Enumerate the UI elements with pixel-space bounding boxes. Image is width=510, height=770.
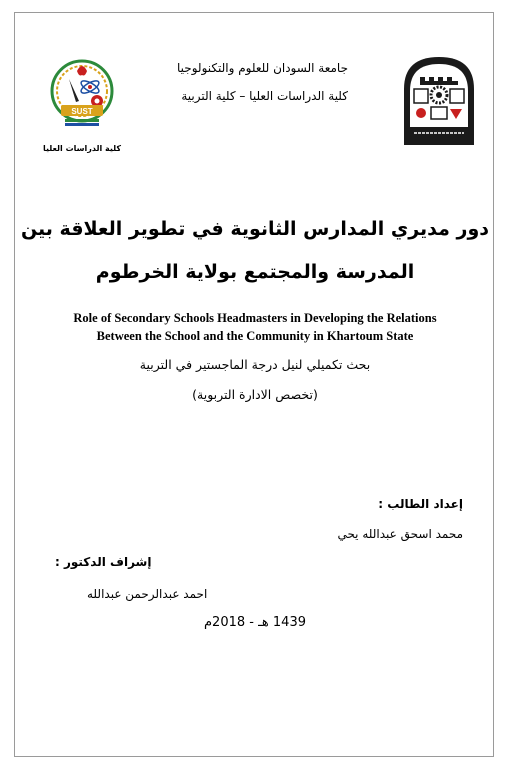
arabic-title-line-1: دور مديري المدارس الثانوية في تطوير العلاقة بين [20,218,490,240]
prepared-by-label: إعداد الطالب : [378,497,463,511]
university-crest-icon [398,53,480,153]
specialization: (تخصص الادارة التربوية) [192,387,318,402]
college-name: كلية الدراسات العليا – كلية التربية [181,89,348,103]
sust-label: SUST [71,107,93,116]
arabic-title-line-2: المدرسة والمجتمع بولاية الخرطوم [95,261,415,283]
student-name: محمد اسحق عبدالله يحي [337,527,463,541]
graduate-college-logo [41,53,123,159]
date: 1439 هـ - 2018م [203,615,306,630]
degree-statement: بحث تكميلي لنيل درجة الماجستير في التربية [139,357,371,372]
english-title-line-1: Role of Secondary Schools Headmasters in Developing the Relations [73,311,437,325]
logo-caption: كلية الدراسات العليا [42,144,122,153]
document-page [14,12,494,757]
english-title-line-2: Between the School and the Community in Khartoum State [96,329,414,343]
supervisor-name: احمد عبدالرحمن عبدالله [87,587,208,601]
university-name: جامعة السودان للعلوم والتكنولوجيا [177,61,348,75]
university-logo [398,53,480,153]
supervisor-label: إشراف الدكتور : [55,555,152,569]
sust-emblem-icon [41,53,123,159]
